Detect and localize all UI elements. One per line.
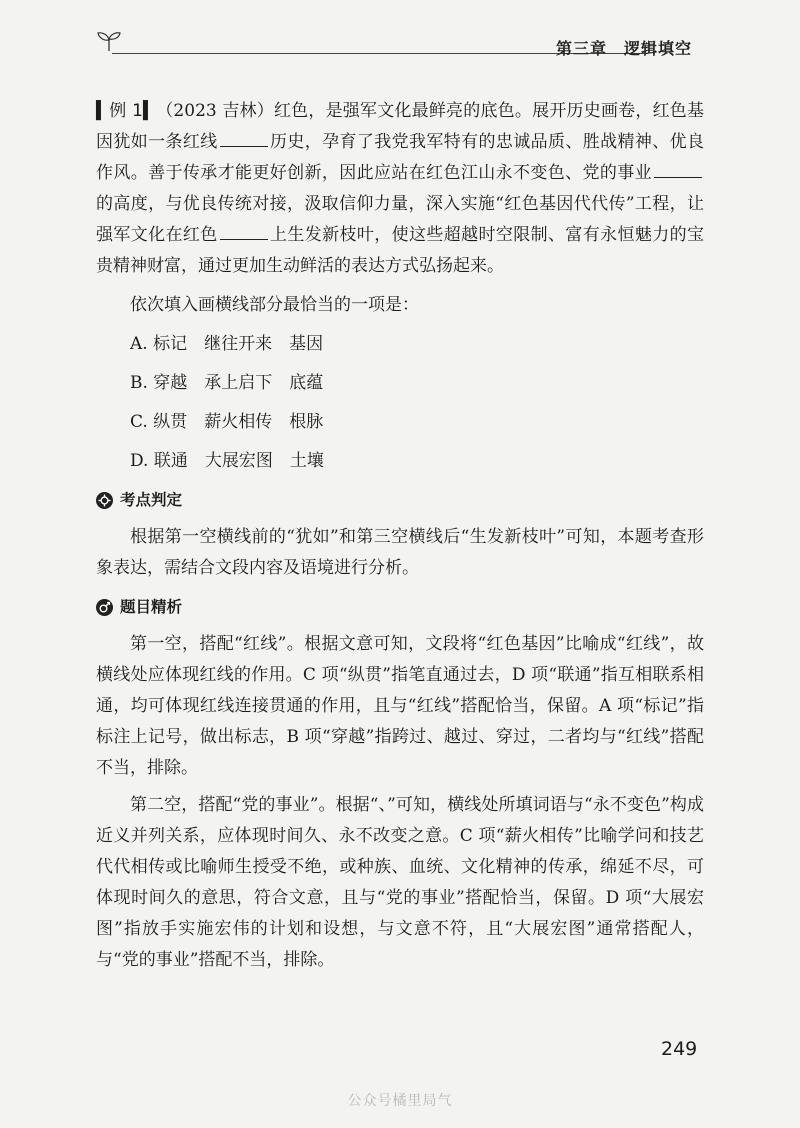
page-header xyxy=(0,0,800,70)
example-marker-icon: ▍ xyxy=(142,101,157,121)
blank-3 xyxy=(220,223,268,240)
question-text-3: 的高度，与优良传统对接，汲取信仰力量，深入实施“红色基因代代传”工程，让强军文化在红色 xyxy=(96,194,704,245)
question-text-2: 历史，孕育了我党我军特有的忠诚品质、胜战精神、优良作风。善于传承才能更好创新，因此应站在红色江山永不变色、党的事业 xyxy=(96,132,704,183)
section-point-heading xyxy=(96,485,704,516)
section-point-text: 根据第一空横线前的“犹如”和第三空横线后“生发新枝叶”可知，本题考查形象表达，需结合文段内容及语境进行分析。 xyxy=(96,527,704,578)
target-icon xyxy=(96,599,113,616)
page-number: 249 xyxy=(661,1038,698,1060)
blank-2 xyxy=(654,161,702,178)
section-point-title: 考点判定 xyxy=(120,491,183,509)
example-marker-icon: ▍ xyxy=(96,101,110,121)
analysis-paragraph-2: 第二空，搭配“党的事业”。根据“、”可知，横线处所填词语与“永不变色”构成近义并列关系，应体现时间久、永不改变之意。C 项“薪火相传”比喻学问和技艺代代相传或比喻师生授受不绝，或种族、血统、文化精神的传承，绵延不尽，可体现时间久的意思，符合文意，且与“党的事业”搭配恰当，保留。D 项“大展宏图”指放手实施宏伟的计划和设想，与文意不符，且“大展宏图”通常搭配人，与“党的事业”搭配不当，排除。 xyxy=(96,795,704,970)
analysis-paragraph-1: 第一空，搭配“红线”。根据文意可知，文段将“红色基因”比喻成“红线”，故横线处应体现红线的作用。C 项“纵贯”指笔直通过去，D 项“联通”指互相联系相通，均可体现红线连接贯通的作用，且与“红线”搭配恰当，保留。A 项“标记”指标注上记号，做出标志，B 项“穿越”指跨过、越过、穿过，二者均与“红线”搭配不当，排除。 xyxy=(96,634,704,778)
question-source: （2023 吉林） xyxy=(156,101,274,121)
page-content xyxy=(96,96,704,976)
question-text-1: 红色，是强军文化最鲜亮的底色。展开历史画卷，红色基因犹如一条红线 xyxy=(96,101,704,152)
option-d: D. 联通 大展宏图 土壤 xyxy=(130,451,324,471)
question-stem xyxy=(96,96,704,282)
example-label: 例 1 xyxy=(109,101,143,121)
question-prompt: 依次填入画横线部分最恰当的一项是： xyxy=(130,295,419,315)
blank-1 xyxy=(220,130,268,147)
chapter-title: 第三章 逻辑填空 xyxy=(556,39,693,58)
gear-icon xyxy=(96,492,113,509)
option-a: A. 标记 继往开来 基因 xyxy=(130,334,324,354)
option-b: B. 穿越 承上启下 底蕴 xyxy=(130,373,324,393)
section-analysis-title: 题目精析 xyxy=(120,598,183,616)
sprout-icon xyxy=(96,30,122,52)
question-text-4: 上生发新枝叶，使这些超越时空限制、富有永恒魅力的宝贵精神财富，通过更加生动鲜活的表达方式弘扬起来。 xyxy=(96,225,704,276)
option-c: C. 纵贯 薪火相传 根脉 xyxy=(130,412,324,432)
watermark: 公众号橘里局气 xyxy=(347,1093,453,1109)
section-analysis-heading xyxy=(96,592,704,623)
